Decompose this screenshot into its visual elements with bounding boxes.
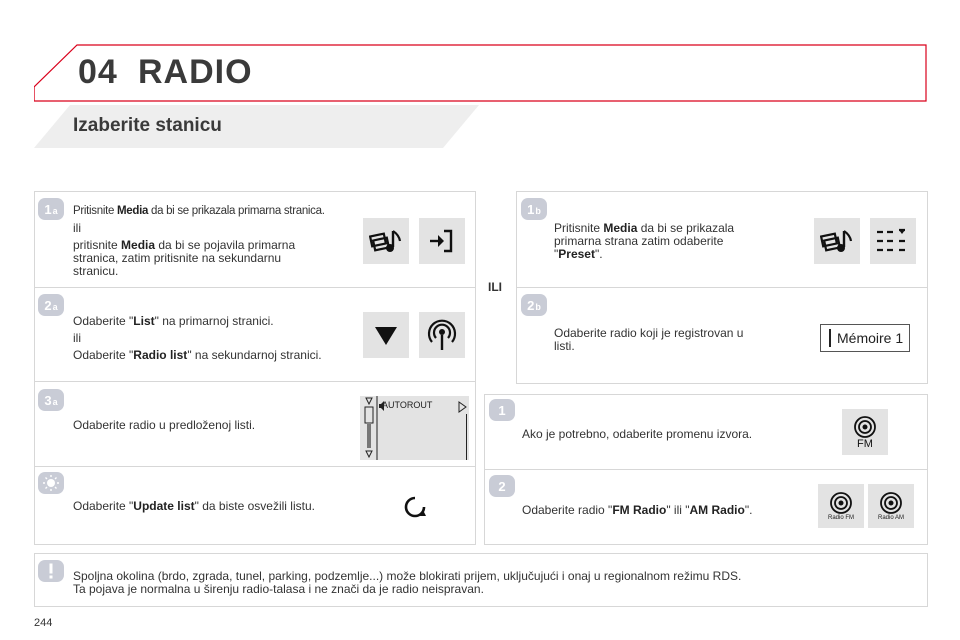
media-button[interactable] [814,218,860,264]
station-list-scrollbar [360,396,380,460]
media-icon [820,227,854,255]
radio-waves-icon [853,415,877,439]
media-button[interactable] [363,218,409,264]
divider [34,381,476,382]
step-badge-1: 1 [489,399,515,421]
warning-exclamation-icon [38,560,64,582]
station-list-screen[interactable] [360,396,469,460]
preset-list-icon [875,228,911,254]
play-arrow-icon [457,401,467,413]
step-badge-1a: 1 a [38,198,64,220]
media-icon [369,227,403,255]
screen-edge [466,414,467,460]
fm-source-label: FM [857,437,873,450]
chapter-number: 04 [78,53,118,91]
divider [516,287,928,288]
radio-antenna-icon [426,318,458,352]
memory-preset-label: Mémoire 1 [837,330,904,346]
lightbulb-icon [38,472,64,494]
triangle-down-icon [373,323,399,347]
preset-button[interactable] [870,218,916,264]
step-badge-3a: 3 a [38,389,64,411]
radio-fm-button[interactable] [818,484,864,528]
preset-marker [829,329,831,347]
divider [484,469,928,470]
step-badge-2a: 2 a [38,294,64,316]
divider [34,466,476,467]
radio-waves-icon [829,491,853,515]
radio-waves-icon [879,491,903,515]
step-badge-1b: 1 b [521,198,547,220]
step-1b-text: Pritisnite Media da bi se prikazala primarna strana zatim odaberite "Preset". [554,221,735,261]
step-2a-text: Odaberite "List" na primarnoj stranici. ili Odaberite "Radio list" na sekundarnoj stranici. [73,314,322,362]
station-label: AUTOROUT [382,400,433,410]
step-3a-text: Odaberite radio u predloženoj listi. [73,418,256,432]
fm-source-button[interactable] [842,409,888,455]
step-1a-text: Pritisnite Media da bi se prikazala primarna stranica. ili pritisnite Media da bi se pojavila primarna stranica, zatim pritisnite na sekundarnu stranicu. [73,205,325,278]
tip-text: Odaberite "Update list" da biste osvežili listu. [73,499,315,513]
page-number: 244 [34,617,53,629]
list-button[interactable] [363,312,409,358]
step-2-text: Odaberite radio "FM Radio" ili "AM Radio". [522,503,753,517]
step-1-text: Ako je potrebno, odaberite promenu izvora. [522,427,753,441]
radio-fm-label: Radio FM [827,515,854,521]
or-separator: ILI [488,280,502,294]
divider [34,287,476,288]
list-enter-icon [428,228,456,254]
refresh-icon [400,492,430,522]
update-list-button[interactable] [392,484,438,530]
radio-am-label: Radio AM [877,515,904,521]
note-text: Spoljna okolina (brdo, zgrada, tunel, parking, podzemlje...) može blokirati prijem, uključujući i onaj u regionalnom režimu RDS. Ta pojava je normalna u širenju radio-talasa i ne znači da je radio neispravan. [73,569,742,596]
section-title: Izaberite stanicu [73,115,222,136]
radio-list-button[interactable] [419,312,465,358]
radio-am-button[interactable] [868,484,914,528]
step-2b-text: Odaberite radio koji je registrovan u listi. [554,326,744,353]
chapter-title: RADIO [138,53,253,91]
list-enter-button[interactable] [419,218,465,264]
step-badge-2b: 2 b [521,294,547,316]
step-badge-2: 2 [489,475,515,497]
memory-preset-button[interactable] [820,324,910,352]
